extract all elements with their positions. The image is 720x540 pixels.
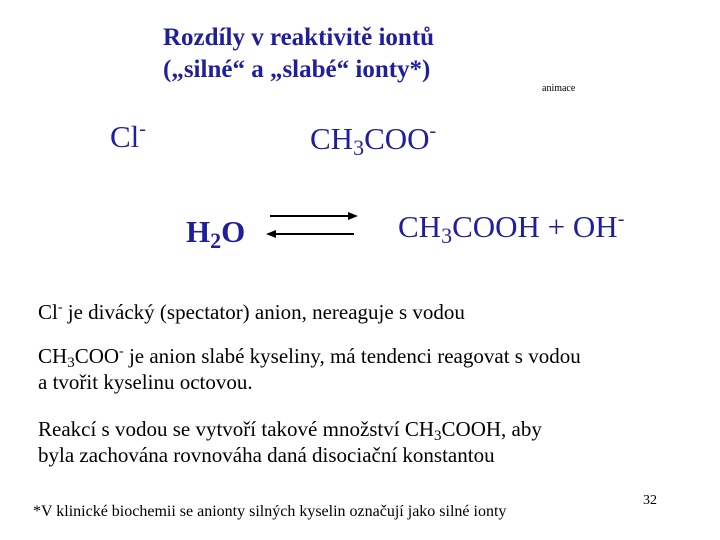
title-line-1: Rozdíly v reaktivitě iontů <box>163 24 435 51</box>
chloride-symbol: Cl <box>110 119 140 154</box>
p3-text: Reakcí s vodou se vytvoří takové množství CH <box>38 417 435 441</box>
page-number: 32 <box>643 493 657 508</box>
paragraph-acetate <box>38 343 581 395</box>
p2-subscript: 3 <box>67 355 75 371</box>
acetate-subscript: 3 <box>353 135 365 160</box>
acetate-ion <box>310 120 437 160</box>
p3-subscript: 3 <box>434 428 442 444</box>
p2-line-1 <box>38 343 581 369</box>
paragraph-chloride <box>38 299 465 325</box>
p2-text: je anion slabé kyseliny, má tendenci reagovat s vodou <box>123 344 581 368</box>
p3-line-1 <box>38 416 542 442</box>
title-line-2: („silné“ a „slabé“ ionty*) <box>163 56 431 83</box>
acetate-charge: - <box>429 120 437 142</box>
p2-charge: - <box>119 344 124 359</box>
water-o: O <box>221 214 246 249</box>
animation-button[interactable]: animace <box>542 83 576 94</box>
chloride-charge: - <box>139 118 146 140</box>
products-subscript: 3 <box>441 223 453 248</box>
footnote: *V klinické biochemii se anionty silných kyselin označují jako silné ionty <box>33 503 507 520</box>
water-h: H <box>186 214 211 249</box>
products-charge: - <box>617 208 625 230</box>
p1-symbol: Cl <box>38 300 58 324</box>
p2-coo: COO <box>74 344 120 368</box>
equilibrium-arrow-icon <box>262 208 362 242</box>
products-formula <box>398 208 625 248</box>
p2-line-2: a tvořit kyselinu octovou. <box>38 370 253 394</box>
p3-text-end: COOH, aby <box>441 417 542 441</box>
p2-ch: CH <box>38 344 68 368</box>
products-part1: CH <box>398 209 442 244</box>
acetate-part1: CH <box>310 121 354 156</box>
p3-line-2: byla zachována rovnováha daná disociační konstantou <box>38 443 495 467</box>
p1-charge: - <box>57 300 63 315</box>
water-subscript: 2 <box>210 228 222 253</box>
slide-title <box>163 22 434 86</box>
chloride-ion <box>110 120 146 154</box>
acetate-part2: COO <box>364 121 430 156</box>
paragraph-equilibrium <box>38 416 542 468</box>
p1-text: je divácký (spectator) anion, nereaguje s vodou <box>62 300 465 324</box>
products-part2: COOH + OH <box>452 209 618 244</box>
water-formula <box>186 214 246 253</box>
